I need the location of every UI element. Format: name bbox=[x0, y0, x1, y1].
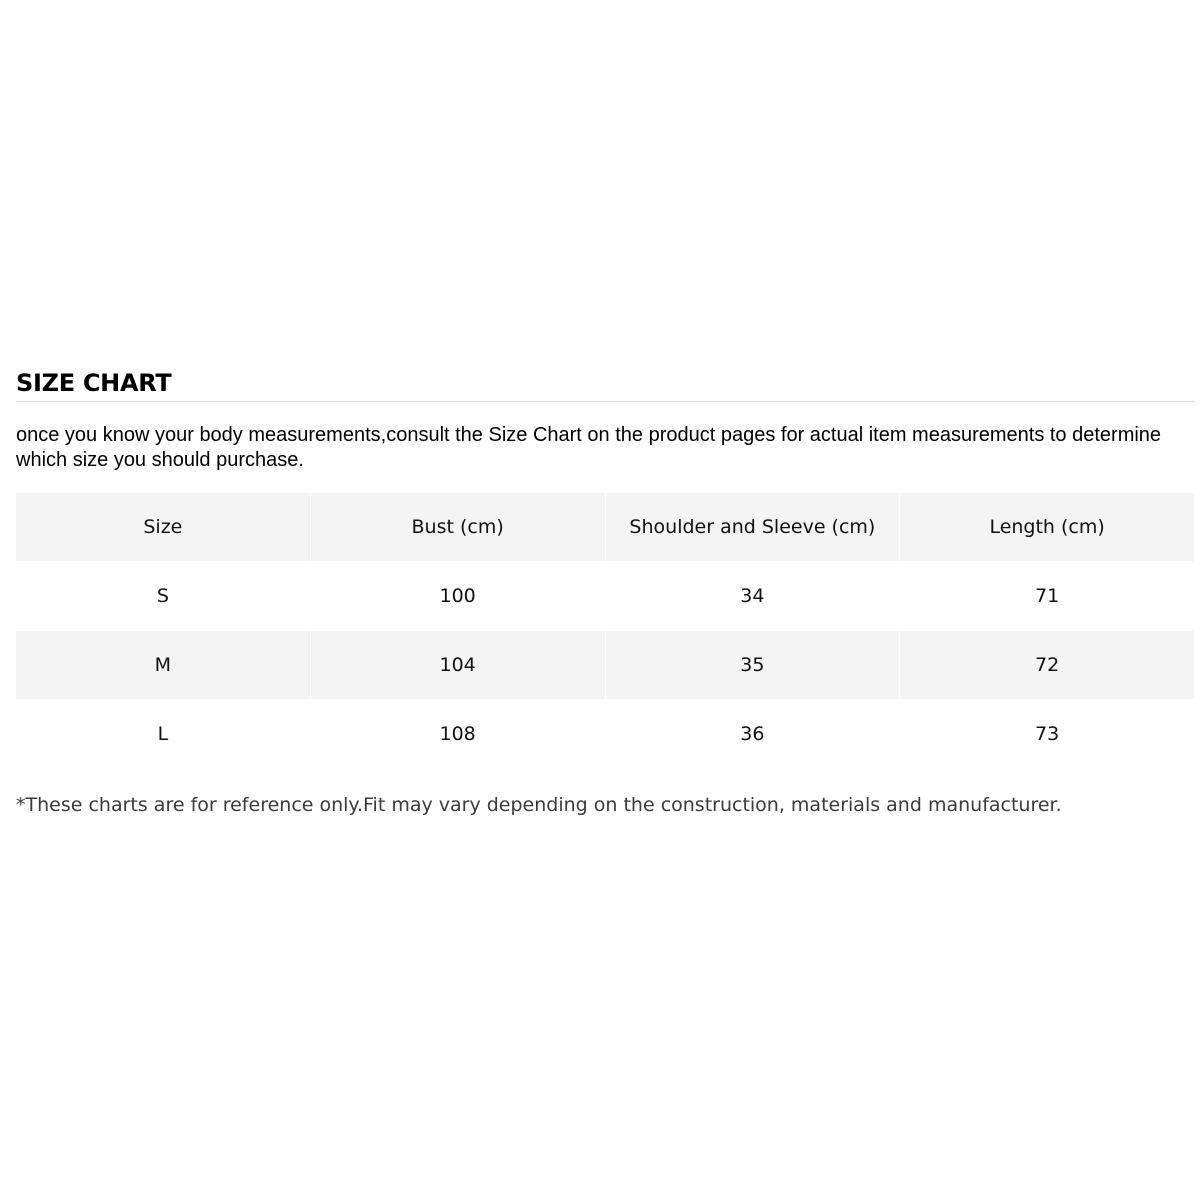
cell-size: M bbox=[16, 631, 310, 699]
cell-size: L bbox=[157, 723, 169, 745]
size-chart-title: SIZE CHART bbox=[16, 369, 172, 397]
cell-length: 71 bbox=[1035, 585, 1060, 607]
table-row bbox=[16, 562, 1194, 630]
size-table bbox=[16, 493, 1194, 768]
cell-shoulder-sleeve: 35 bbox=[605, 631, 900, 699]
footnote: *These charts are for reference only.Fit may vary depending on the construction, materials and manufacturer. bbox=[16, 794, 1062, 816]
header-bust: Bust (cm) bbox=[310, 493, 605, 561]
cell-bust: 104 bbox=[310, 631, 605, 699]
cell-bust: 108 bbox=[439, 723, 476, 745]
cell-shoulder-sleeve: 36 bbox=[740, 723, 765, 745]
cell-length: 73 bbox=[1035, 723, 1060, 745]
header-shoulder-sleeve: Shoulder and Sleeve (cm) bbox=[605, 493, 900, 561]
title-divider bbox=[16, 401, 1194, 402]
cell-bust: 100 bbox=[439, 585, 476, 607]
table-row bbox=[16, 631, 1194, 699]
table-header-row bbox=[16, 493, 1194, 561]
header-length: Length (cm) bbox=[899, 493, 1194, 561]
cell-length: 72 bbox=[899, 631, 1194, 699]
table-row bbox=[16, 700, 1194, 768]
intro-text: once you know your body measurements,consult the Size Chart on the product pages for actual item measurements to determine which size you should purchase. bbox=[16, 424, 1162, 471]
header-size: Size bbox=[16, 493, 310, 561]
cell-size: S bbox=[156, 585, 169, 607]
size-chart bbox=[16, 366, 1194, 818]
cell-shoulder-sleeve: 34 bbox=[740, 585, 765, 607]
